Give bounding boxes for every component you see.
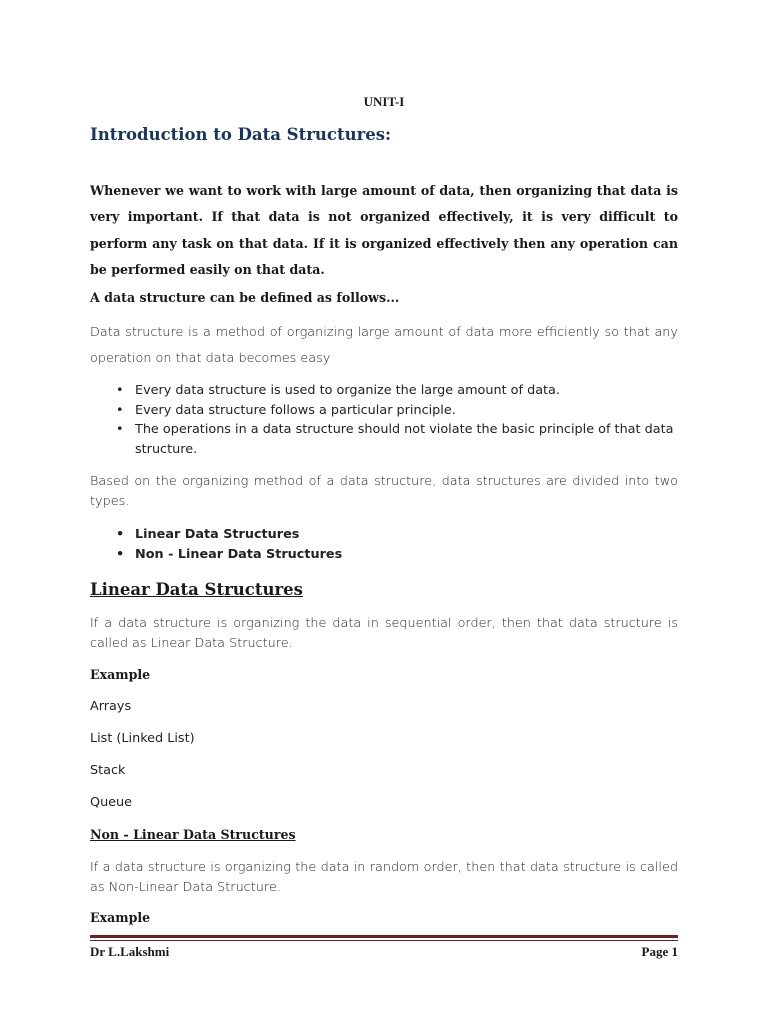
list-item-text: Every data structure follows a particular principle.	[135, 402, 456, 418]
list-item	[90, 420, 678, 459]
footer-page-number: Page 1	[641, 944, 678, 959]
list-item	[90, 381, 678, 401]
bullet-icon: •	[116, 422, 124, 437]
list-item-text: Every data structure is used to organize the large amount of data.	[135, 383, 560, 398]
unit-header: UNIT-I	[363, 94, 405, 109]
types-list	[90, 525, 678, 564]
page-title: Introduction to Data Structures:	[90, 125, 392, 144]
footer-author: Dr L.Lakshmi	[90, 944, 170, 959]
example-item: List (Linked List)	[90, 731, 195, 746]
definition-text: Data structure is a method of organizing large amount of data more efficiently so that any operation on that data becomes easy	[90, 325, 678, 366]
linear-text: If a data structure is organizing the data in sequential order, then that data structure is called as Linear Data Structure.	[90, 616, 678, 651]
list-item	[90, 401, 678, 421]
types-intro: Based on the organizing method of a data structure, data structures are divided into two types.	[90, 474, 678, 509]
bullet-icon: •	[116, 402, 124, 418]
footer-rule-thin	[90, 940, 678, 941]
nonlinear-heading: Non - Linear Data Structures	[90, 827, 296, 842]
example-item: Queue	[90, 795, 133, 810]
nonlinear-text: If a data structure is organizing the data in random order, then that data structure is called as Non-Linear Data Structure.	[90, 860, 678, 895]
footer-rule-thick	[90, 935, 678, 938]
properties-list	[90, 381, 678, 459]
list-item-text: The operations in a data structure should not violate the basic principle of that data structure.	[135, 422, 674, 457]
list-item	[90, 545, 678, 565]
list-item-text: Linear Data Structures	[135, 527, 300, 542]
nonlinear-example-label: Example	[90, 910, 151, 925]
bullet-icon: •	[116, 546, 125, 562]
bullet-icon: •	[116, 383, 124, 398]
list-item-text: Non - Linear Data Structures	[135, 546, 343, 562]
intro-paragraph: Whenever we want to work with large amount of data, then organizing that data is very important. If that data is not organized effectively, it is very difficult to perform any task on that data. If it is organized effectively then any operation can be performed easily on that data.	[90, 183, 678, 277]
bullet-icon: •	[116, 527, 125, 542]
linear-heading: Linear Data Structures	[90, 580, 303, 599]
example-item: Stack	[90, 763, 126, 778]
example-item: Arrays	[90, 699, 132, 714]
linear-example-label: Example	[90, 667, 151, 682]
definition-heading: A data structure can be defined as follows...	[90, 290, 400, 305]
list-item	[90, 525, 678, 545]
